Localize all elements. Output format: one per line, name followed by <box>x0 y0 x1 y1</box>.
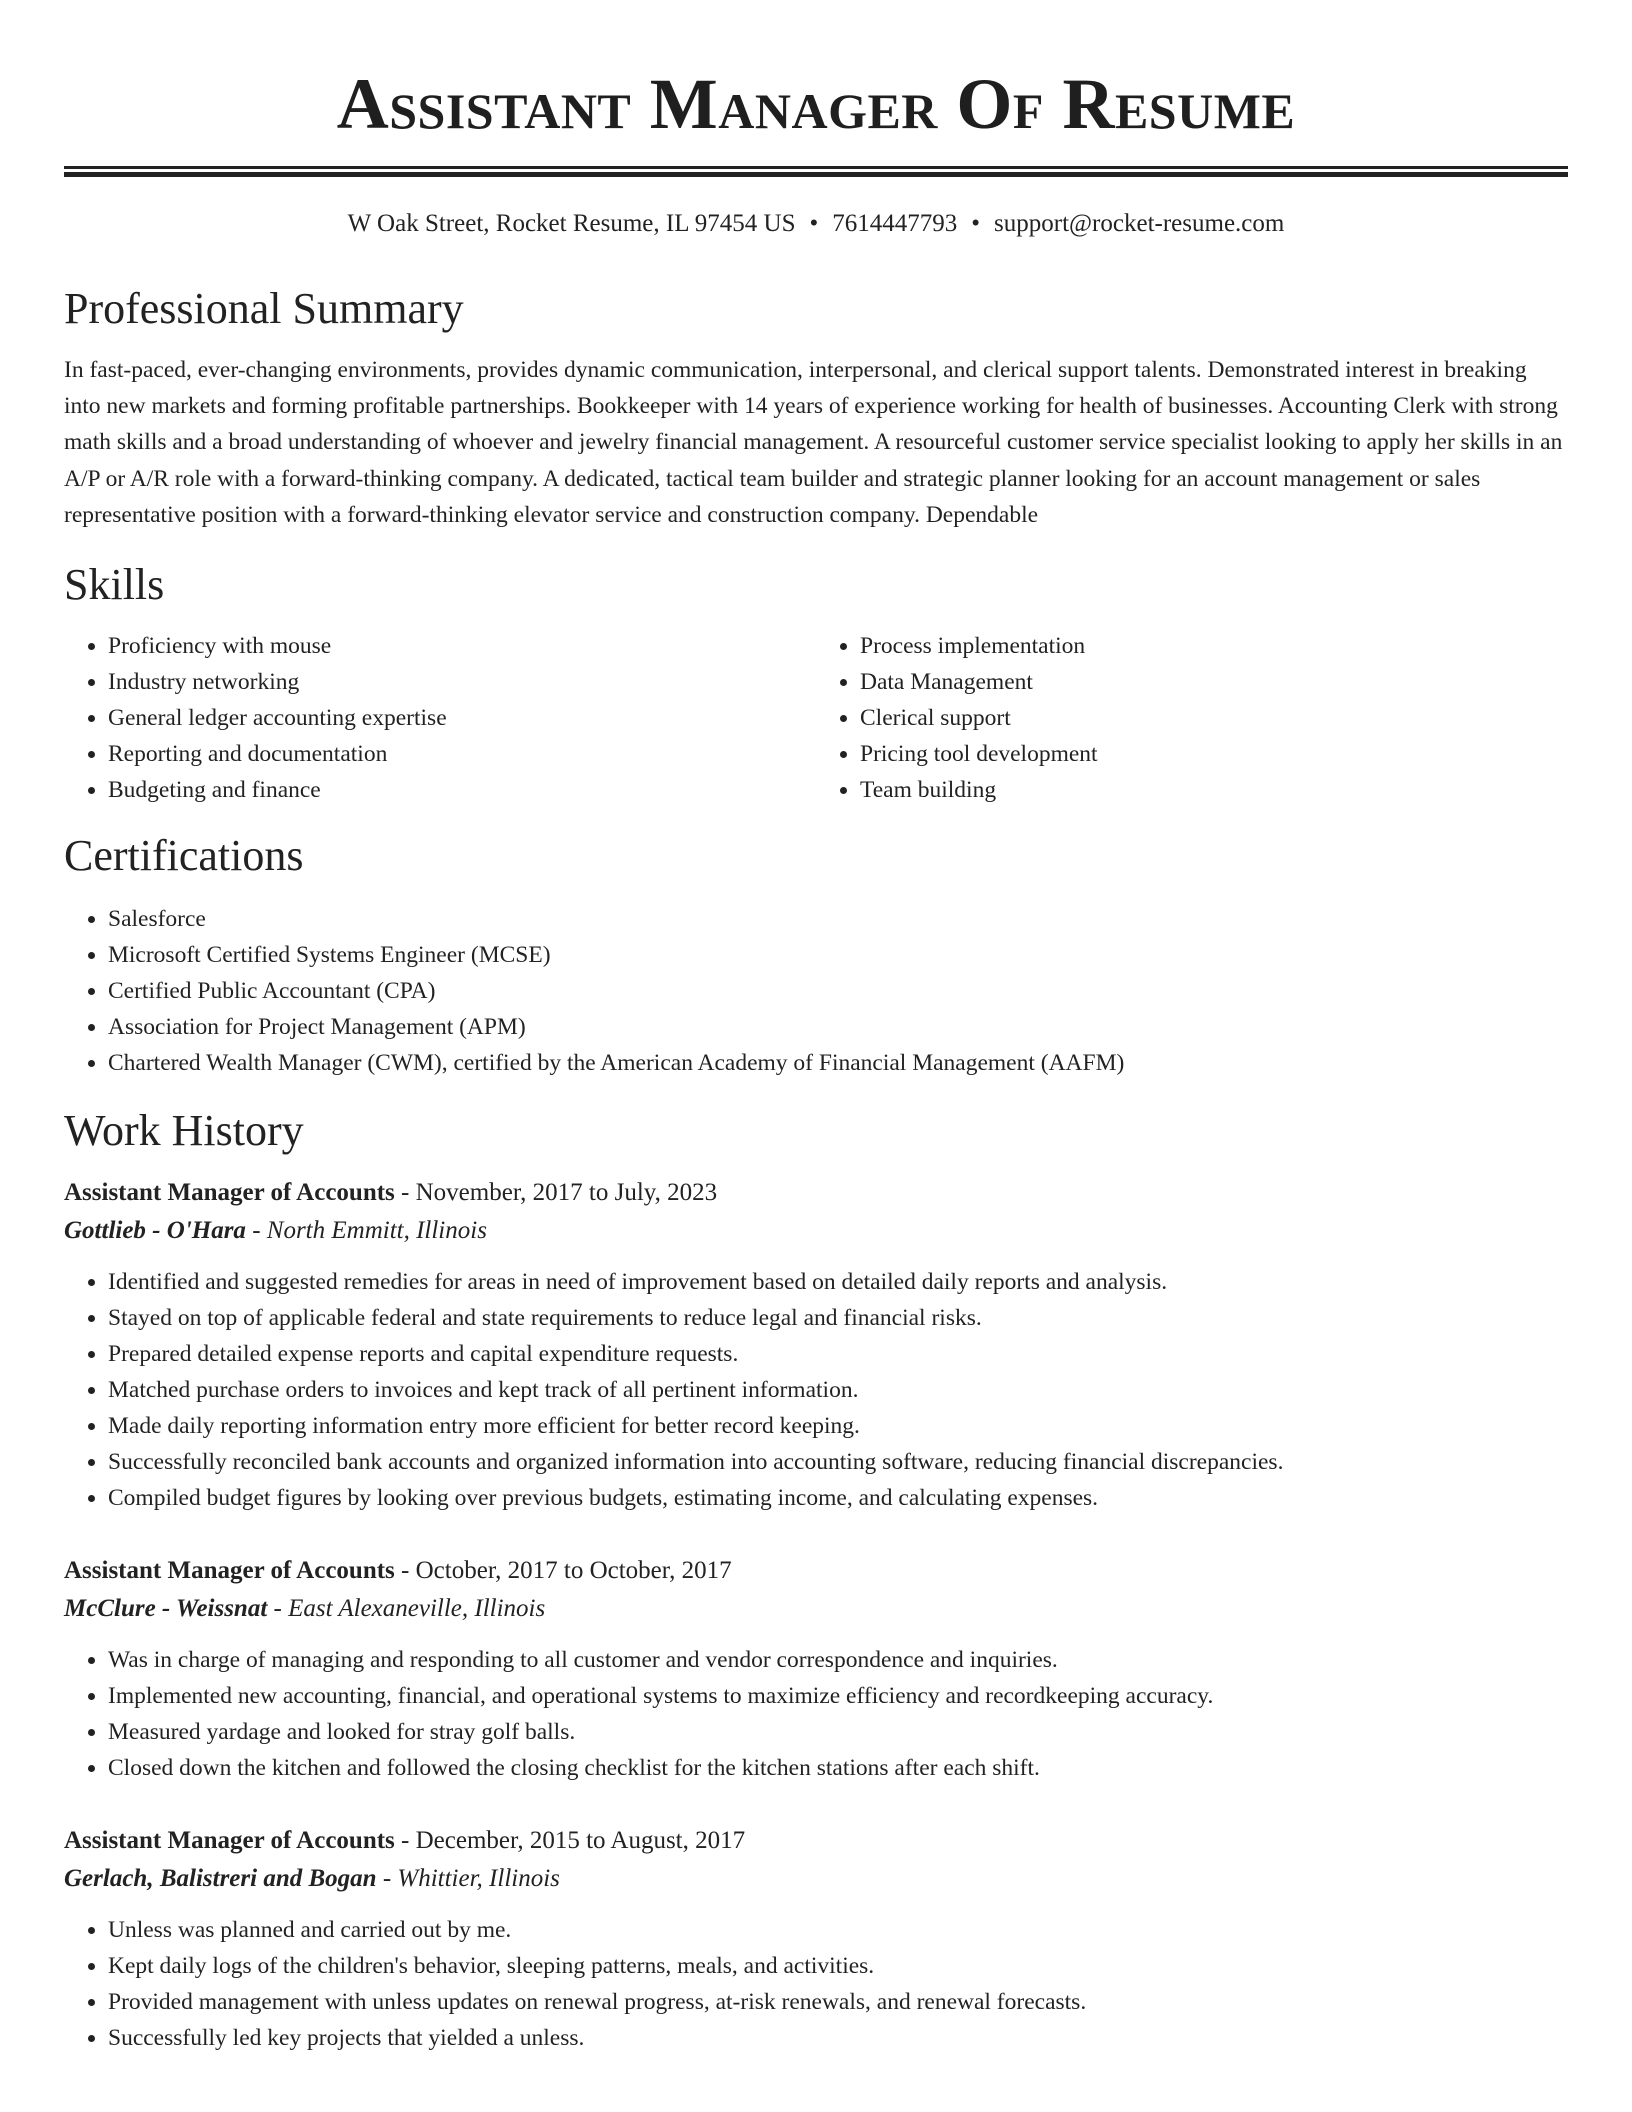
skill-item: • Industry networking <box>108 664 816 700</box>
job-duty-item: • Matched purchase orders to invoices and kept track of all pertinent information. <box>108 1372 1568 1408</box>
job-title-line <box>64 1174 1568 1212</box>
job-duty-item: • Made daily reporting information entry more efficient for better record keeping. <box>108 1408 1568 1444</box>
contact-separator: • <box>971 210 981 237</box>
job-entry <box>64 1174 1568 1516</box>
job-duties-list <box>64 1912 1568 2056</box>
skill-item: • Process implementation <box>860 628 1568 664</box>
contact-email: support@rocket-resume.com <box>994 210 1285 237</box>
skill-item: • Data Management <box>860 664 1568 700</box>
job-location: - North Emmitt, Illinois <box>245 1217 487 1245</box>
job-company-line <box>64 1590 1568 1628</box>
certification-item: • Chartered Wealth Manager (CWM), certified by the American Academy of Financial Management (AAFM) <box>108 1045 1568 1081</box>
job-location: - East Alexaneville, Illinois <box>267 1595 546 1623</box>
job-role: Assistant Manager of Accounts <box>64 1827 395 1855</box>
skill-item: • Team building <box>860 772 1568 808</box>
certification-item: • Salesforce <box>108 901 1568 937</box>
skill-item: • Budgeting and finance <box>108 772 816 808</box>
certification-item: • Microsoft Certified Systems Engineer (MCSE) <box>108 937 1568 973</box>
job-dates: - November, 2017 to July, 2023 <box>394 1179 718 1207</box>
job-title-line <box>64 1552 1568 1590</box>
job-entry <box>64 1552 1568 1786</box>
skills-list-left <box>64 628 816 808</box>
job-duty-item: • Was in charge of managing and responding to all customer and vendor correspondence and inquiries. <box>108 1642 1568 1678</box>
summary-text: In fast-paced, ever-changing environments, provides dynamic communication, interpersonal, and clerical support talents. Demonstrated interest in breaking into new markets and forming profitable partnerships. Bookkeeper with 14 years of experience working for health of businesses. Accounting Clerk with strong math skills and a broad understanding of whoever and jewelry financial management. A resourceful customer service specialist looking to apply her skills in an A/P or A/R role with a forward-thinking company. A dedicated, tactical team builder and strategic planner looking for an account management or sales representative position with a forward-thinking elevator service and construction company. Dependable <box>64 357 1563 528</box>
skill-item: • Proficiency with mouse <box>108 628 816 664</box>
skill-item: • Clerical support <box>860 700 1568 736</box>
skills-list-right <box>816 628 1568 808</box>
job-duty-item: • Compiled budget figures by looking over previous budgets, estimating income, and calculating expenses. <box>108 1480 1568 1516</box>
job-dates: - December, 2015 to August, 2017 <box>394 1827 746 1855</box>
job-duty-item: • Successfully reconciled bank accounts and organized information into accounting software, reducing financial discrepancies. <box>108 1444 1568 1480</box>
title-divider <box>64 166 1568 177</box>
job-duty-item: • Implemented new accounting, financial, and operational systems to maximize efficiency and recordkeeping accuracy. <box>108 1678 1568 1714</box>
job-duties-list <box>64 1642 1568 1786</box>
skill-item: • General ledger accounting expertise <box>108 700 816 736</box>
job-duty-item: • Closed down the kitchen and followed the closing checklist for the kitchen stations after each shift. <box>108 1750 1568 1786</box>
job-location: - Whittier, Illinois <box>376 1865 560 1893</box>
contact-address: W Oak Street, Rocket Resume, IL 97454 US <box>347 210 796 237</box>
job-duty-item: • Unless was planned and carried out by me. <box>108 1912 1568 1948</box>
job-duty-item: • Stayed on top of applicable federal and state requirements to reduce legal and financial risks. <box>108 1300 1568 1336</box>
job-duty-item: • Successfully led key projects that yielded a unless. <box>108 2020 1568 2056</box>
job-duty-item: • Provided management with unless updates on renewal progress, at-risk renewals, and renewal forecasts. <box>108 1984 1568 2020</box>
section-heading-certifications: Certifications <box>64 831 304 881</box>
job-dates: - October, 2017 to October, 2017 <box>394 1557 732 1585</box>
certification-item: • Association for Project Management (APM) <box>108 1009 1568 1045</box>
job-duty-item: • Prepared detailed expense reports and capital expenditure requests. <box>108 1336 1568 1372</box>
job-duty-item: • Kept daily logs of the children's behavior, sleeping patterns, meals, and activities. <box>108 1948 1568 1984</box>
certification-item: • Certified Public Accountant (CPA) <box>108 973 1568 1009</box>
job-title-line <box>64 1822 1568 1860</box>
contact-phone: 7614447793 <box>832 210 958 237</box>
job-company-line <box>64 1212 1568 1250</box>
job-role: Assistant Manager of Accounts <box>64 1179 395 1207</box>
contact-separator: • <box>809 210 819 237</box>
job-company-line <box>64 1860 1568 1898</box>
job-duty-item: • Identified and suggested remedies for areas in need of improvement based on detailed daily reports and analysis. <box>108 1264 1568 1300</box>
resume-title: Assistant Manager Of Resume <box>336 64 1296 144</box>
job-duty-item: • Measured yardage and looked for stray golf balls. <box>108 1714 1568 1750</box>
section-heading-skills: Skills <box>64 560 165 610</box>
job-duties-list <box>64 1264 1568 1516</box>
job-company: Gottlieb - O'Hara <box>64 1217 246 1245</box>
job-company: Gerlach, Balistreri and Bogan <box>64 1865 377 1893</box>
certifications-list <box>64 901 1568 1081</box>
skill-item: • Pricing tool development <box>860 736 1568 772</box>
section-heading-work-history: Work History <box>64 1106 304 1156</box>
section-heading-summary: Professional Summary <box>64 284 464 333</box>
job-role: Assistant Manager of Accounts <box>64 1557 395 1585</box>
job-company: McClure - Weissnat <box>64 1595 268 1623</box>
skills-columns <box>64 628 1568 808</box>
job-entry <box>64 1822 1568 2056</box>
contact-line <box>64 207 1568 241</box>
skill-item: • Reporting and documentation <box>108 736 816 772</box>
